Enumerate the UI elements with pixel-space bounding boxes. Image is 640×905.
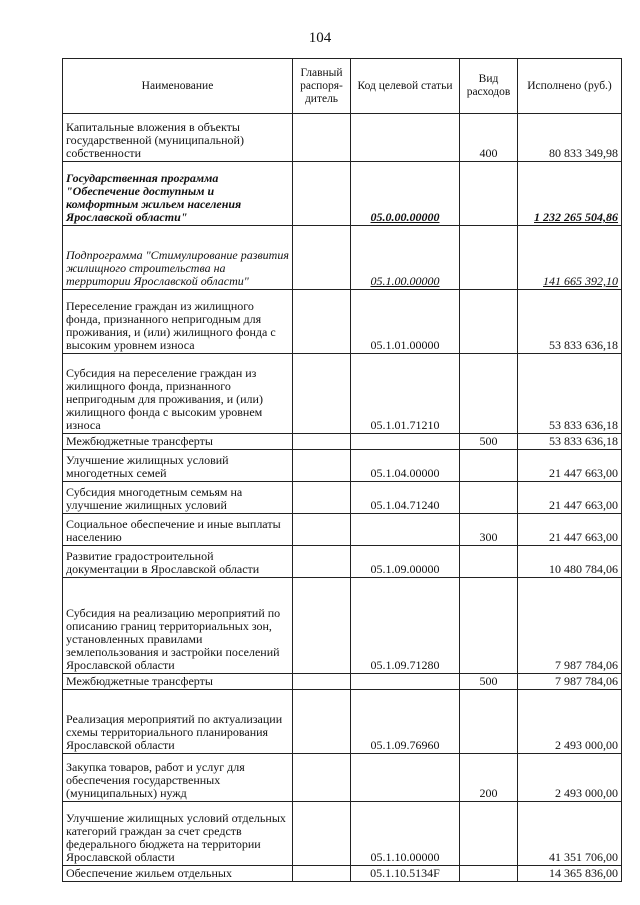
row-target-code: 05.1.10.5134F [351,866,460,882]
row-executed-amount: 10 480 784,06 [518,546,622,578]
table-row [63,114,622,162]
row-target-code: 05.1.10.00000 [351,802,460,866]
row-name: Улучшение жилищных условий многодетных семей [63,450,293,482]
table-row [63,162,622,226]
row-name: Социальное обеспечение и иные выплаты населению [63,514,293,546]
header-main-manager: Главный распоря-дитель [293,59,351,114]
row-executed-amount: 2 493 000,00 [518,754,622,802]
row-target-code: 05.1.04.00000 [351,450,460,482]
row-executed-amount: 141 665 392,10 [518,226,622,290]
row-expense-type [460,290,518,354]
row-name: Развитие градостроительной документации в Ярославской области [63,546,293,578]
row-target-code: 05.1.00.00000 [351,226,460,290]
row-expense-type: 400 [460,114,518,162]
row-name: Межбюджетные трансферты [63,434,293,450]
table-row [63,290,622,354]
row-name: Подпрограмма "Стимулирование развития жилищного строительства на территории Ярославской области" [63,226,293,290]
row-main-manager [293,354,351,434]
row-executed-amount: 1 232 265 504,86 [518,162,622,226]
header-target-code: Код целевой статьи [351,59,460,114]
row-main-manager [293,514,351,546]
row-main-manager [293,546,351,578]
row-target-code: 05.1.04.71240 [351,482,460,514]
row-name: Субсидия на реализацию мероприятий по описанию границ территориальных зон, установленных правилами землепользования и застройки поселений Ярославской области [63,578,293,674]
row-main-manager [293,162,351,226]
table-row [63,754,622,802]
row-executed-amount: 2 493 000,00 [518,690,622,754]
row-target-code [351,674,460,690]
row-expense-type [460,866,518,882]
row-expense-type [460,450,518,482]
row-main-manager [293,290,351,354]
row-target-code [351,114,460,162]
table-row [63,434,622,450]
row-expense-type: 500 [460,434,518,450]
header-name: Наименование [63,59,293,114]
table-row [63,226,622,290]
row-executed-amount: 21 447 663,00 [518,514,622,546]
row-name: Закупка товаров, работ и услуг для обеспечения государственных (муниципальных) нужд [63,754,293,802]
row-main-manager [293,578,351,674]
row-main-manager [293,754,351,802]
table-row [63,514,622,546]
row-expense-type [460,354,518,434]
row-expense-type: 300 [460,514,518,546]
row-expense-type [460,546,518,578]
row-executed-amount: 14 365 836,00 [518,866,622,882]
row-target-code: 05.1.01.00000 [351,290,460,354]
row-name: Межбюджетные трансферты [63,674,293,690]
row-executed-amount: 53 833 636,18 [518,434,622,450]
row-expense-type [460,482,518,514]
row-main-manager [293,450,351,482]
row-main-manager [293,434,351,450]
table-row [63,866,622,882]
table-row [63,450,622,482]
row-executed-amount: 21 447 663,00 [518,482,622,514]
table-row [63,482,622,514]
table-row [63,546,622,578]
row-target-code: 05.1.01.71210 [351,354,460,434]
row-expense-type [460,226,518,290]
row-target-code: 05.0.00.00000 [351,162,460,226]
row-executed-amount: 7 987 784,06 [518,674,622,690]
header-executed: Исполнено (руб.) [518,59,622,114]
row-expense-type: 500 [460,674,518,690]
row-expense-type [460,690,518,754]
row-executed-amount: 7 987 784,06 [518,578,622,674]
row-main-manager [293,674,351,690]
row-name: Субсидия многодетным семьям на улучшение жилищных условий [63,482,293,514]
row-name: Субсидия на переселение граждан из жилищного фонда, признанного непригодным для проживания, и (или) жилищного фонда с высоким уровнем износа [63,354,293,434]
table-row [63,578,622,674]
row-name: Реализация мероприятий по актуализации схемы территориального планирования Ярославской области [63,690,293,754]
row-executed-amount: 53 833 636,18 [518,290,622,354]
row-expense-type [460,162,518,226]
row-main-manager [293,482,351,514]
table-row [63,690,622,754]
row-target-code [351,434,460,450]
row-target-code: 05.1.09.71280 [351,578,460,674]
row-expense-type: 200 [460,754,518,802]
row-expense-type [460,578,518,674]
table-row [63,674,622,690]
row-name: Улучшение жилищных условий отдельных категорий граждан за счет средств федерального бюджета на территории Ярославской области [63,802,293,866]
row-main-manager [293,114,351,162]
row-target-code [351,754,460,802]
row-target-code: 05.1.09.76960 [351,690,460,754]
header-expense-type: Вид расходов [460,59,518,114]
row-expense-type [460,802,518,866]
row-executed-amount: 41 351 706,00 [518,802,622,866]
row-main-manager [293,866,351,882]
table-header-row [63,59,622,114]
table-row [63,802,622,866]
row-executed-amount: 53 833 636,18 [518,354,622,434]
row-target-code: 05.1.09.00000 [351,546,460,578]
row-name: Обеспечение жильем отдельных [63,866,293,882]
table-row [63,354,622,434]
page-number: 104 [308,30,332,46]
row-main-manager [293,690,351,754]
row-main-manager [293,226,351,290]
row-executed-amount: 80 833 349,98 [518,114,622,162]
row-name: Капитальные вложения в объекты государственной (муниципальной) собственности [63,114,293,162]
row-main-manager [293,802,351,866]
row-name: Государственная программа "Обеспечение доступным и комфортным жильем населения Ярославской области" [63,162,293,226]
row-target-code [351,514,460,546]
row-executed-amount: 21 447 663,00 [518,450,622,482]
row-name: Переселение граждан из жилищного фонда, признанного непригодным для проживания, и (или) жилищного фонда с высоким уровнем износа [63,290,293,354]
budget-table [62,58,622,882]
